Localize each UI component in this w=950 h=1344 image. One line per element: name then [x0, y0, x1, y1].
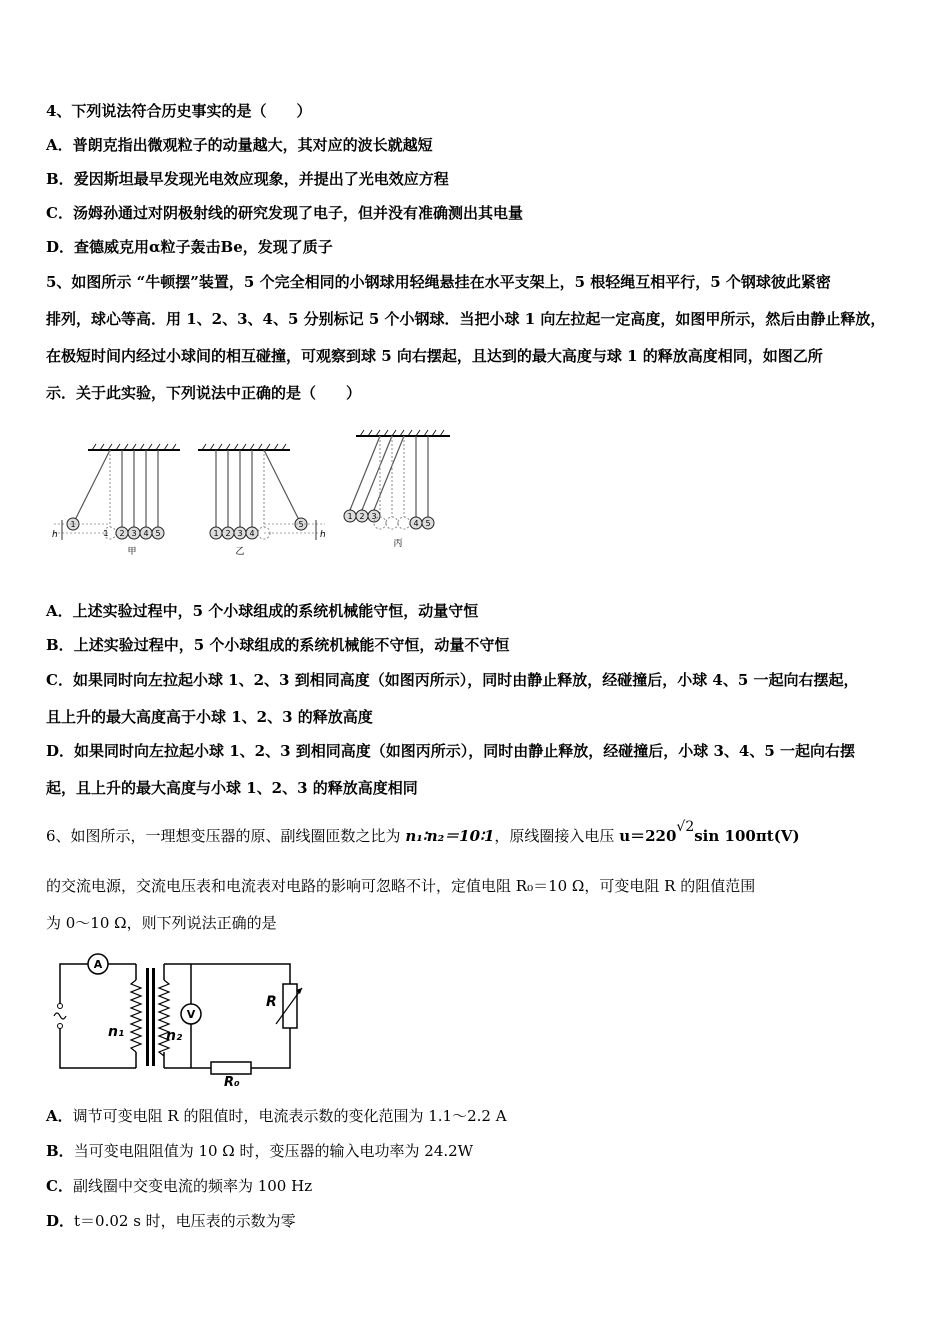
ball-number: 1 — [70, 520, 76, 529]
ball-number: 4 — [249, 529, 255, 538]
n1-label: n₁ — [108, 1024, 125, 1040]
q5-option-d-line-1 — [46, 741, 855, 761]
option-text: 爱因斯坦最早发现光电效应现象，并提出了光电效应方程 — [73, 170, 449, 188]
option-text: t＝0.02 s 时，电压表的示数为零 — [74, 1212, 296, 1230]
ball-number: 1 — [103, 529, 109, 538]
voltage-expression: u＝220 — [619, 827, 677, 845]
q6-option-a — [46, 1106, 507, 1126]
option-text: 普朗克指出微观粒子的动量越大，其对应的波长就越短 — [72, 136, 433, 154]
fixed-resistor-icon — [211, 1062, 251, 1074]
ball-number: 2 — [119, 529, 125, 538]
option-text: 当可变电阻阻值为 10 Ω 时，变压器的输入电功率为 24.2W — [73, 1142, 474, 1160]
ball-number: 5 — [425, 519, 431, 528]
voltage-expression: sin 100πt(V) — [694, 827, 800, 845]
option-label: B． — [46, 1142, 74, 1160]
q5-option-d-line-2: 起，且上升的最大高度与小球 1、2、3 的释放高度相同 — [46, 779, 418, 797]
q6-option-d — [46, 1211, 296, 1231]
secondary-coil-icon — [159, 980, 169, 1056]
ball-number: 2 — [359, 512, 365, 521]
option-label: A． — [46, 1107, 73, 1125]
option-text: 上述实验过程中，5 个小球组成的系统机械能不守恒，动量不守恒 — [73, 636, 510, 654]
q5-option-b — [46, 635, 509, 655]
q4-option-b — [46, 169, 449, 189]
option-text: 汤姆孙通过对阴极射线的研究发现了电子，但并没有准确测出其电量 — [72, 204, 523, 222]
option-label: C． — [46, 671, 73, 689]
sqrt-two: √2 — [676, 819, 695, 835]
option-text: 调节可变电阻 R 的阻值时，电流表示数的变化范围为 1.1～2.2 A — [72, 1107, 507, 1125]
voltmeter-label: V — [186, 1008, 196, 1021]
q4-stem: 4、下列说法符合历史事实的是（ ） — [46, 102, 312, 120]
height-label: h — [52, 530, 58, 540]
ball-number: 1 — [213, 529, 219, 538]
option-text: 如果同时向左拉起小球 1、2、3 到相同高度（如图丙所示），同时由静止释放，经碰撞后，小球 4、5 一起向右摆起， — [72, 671, 859, 689]
q4-option-d — [46, 237, 333, 257]
ball-number: 5 — [298, 520, 304, 529]
ac-source-icon — [54, 1013, 66, 1019]
r0-label: R₀ — [224, 1075, 240, 1089]
option-label: D． — [46, 742, 75, 760]
q5-stem-line-3: 在极短时间内经过小球间的相互碰撞，可观察到球 5 向右摆起，且达到的最大高度与球 1 的释放高度相同，如图乙所 — [46, 347, 823, 365]
option-label: C． — [46, 204, 73, 222]
r-label: R — [266, 994, 277, 1010]
q6-stem-line-2: 的交流电源，交流电压表和电流表对电路的影响可忽略不计，定值电阻 R₀＝10 Ω，可变电阻 R 的阻值范围 — [46, 877, 756, 895]
q5-option-c-line-1 — [46, 670, 859, 690]
variable-resistor-icon — [283, 984, 297, 1028]
q6-stem-text: ，原线圈接入电压 — [494, 827, 620, 845]
figure-label-bing: 丙 — [393, 539, 403, 549]
option-text: 副线圈中交变电流的频率为 100 Hz — [72, 1177, 313, 1195]
q4-option-c — [46, 203, 523, 223]
newtons-cradle-figure — [40, 428, 460, 558]
q5-option-a — [46, 601, 478, 621]
ball-number: 4 — [413, 519, 419, 528]
ball-number: 2 — [225, 529, 231, 538]
n2-label: n₂ — [166, 1028, 183, 1044]
q5-stem-line-2: 排列，球心等高．用 1、2、3、4、5 分别标记 5 个小钢球．当把小球 1 向左拉起一定高度，如图甲所示，然后由静止释放， — [46, 310, 886, 328]
figure-bing — [344, 430, 450, 549]
ball-number: 3 — [371, 512, 377, 521]
figure-jia — [52, 444, 180, 557]
q5-stem-line-4: 示．关于此实验，下列说法中正确的是（ ） — [46, 384, 362, 402]
q5-stem-line-1: 5、如图所示 “牛顿摆”装置，5 个完全相同的小钢球用轻绳悬挂在水平支架上，5 根轻绳互相平行，5 个钢球彼此紧密 — [46, 273, 831, 291]
option-label: A． — [46, 602, 73, 620]
ball-number: 5 — [155, 529, 161, 538]
turns-ratio: n₁∶n₂＝10∶1 — [405, 827, 495, 845]
primary-coil-icon — [131, 980, 141, 1052]
q6-stem-line-3: 为 0～10 Ω，则下列说法正确的是 — [46, 914, 277, 932]
option-label: A． — [46, 136, 73, 154]
option-label: B． — [46, 636, 74, 654]
ball-number: 3 — [131, 529, 137, 538]
ball-number: 1 — [347, 512, 353, 521]
ball-number: 3 — [237, 529, 243, 538]
ball-number: 4 — [143, 529, 149, 538]
figure-label-jia: 甲 — [127, 547, 137, 557]
q6-stem-text: 6、如图所示，一理想变压器的原、副线圈匝数之比为 — [46, 827, 406, 845]
figure-label-yi: 乙 — [235, 547, 245, 557]
option-text: 上述实验过程中，5 个小球组成的系统机械能守恒，动量守恒 — [72, 602, 479, 620]
transformer-circuit-figure — [46, 944, 306, 1089]
option-label: D． — [46, 238, 75, 256]
q4-option-a — [46, 135, 433, 155]
option-label: D． — [46, 1212, 75, 1230]
q6-option-c — [46, 1176, 312, 1196]
q6-option-b — [46, 1141, 473, 1161]
height-label: h — [320, 530, 326, 540]
option-label: B． — [46, 170, 74, 188]
option-text: 查德威克用α粒子轰击Be，发现了质子 — [74, 238, 333, 256]
q5-option-c-line-2: 且上升的最大高度高于小球 1、2、3 的释放高度 — [46, 708, 373, 726]
ammeter-label: A — [93, 958, 103, 971]
figure-yi — [198, 444, 326, 557]
option-label: C． — [46, 1177, 73, 1195]
option-text: 如果同时向左拉起小球 1、2、3 到相同高度（如图丙所示），同时由静止释放，经碰撞后，小球 3、4、5 一起向右摆 — [74, 742, 856, 760]
q6-stem-line-1 — [46, 819, 800, 847]
